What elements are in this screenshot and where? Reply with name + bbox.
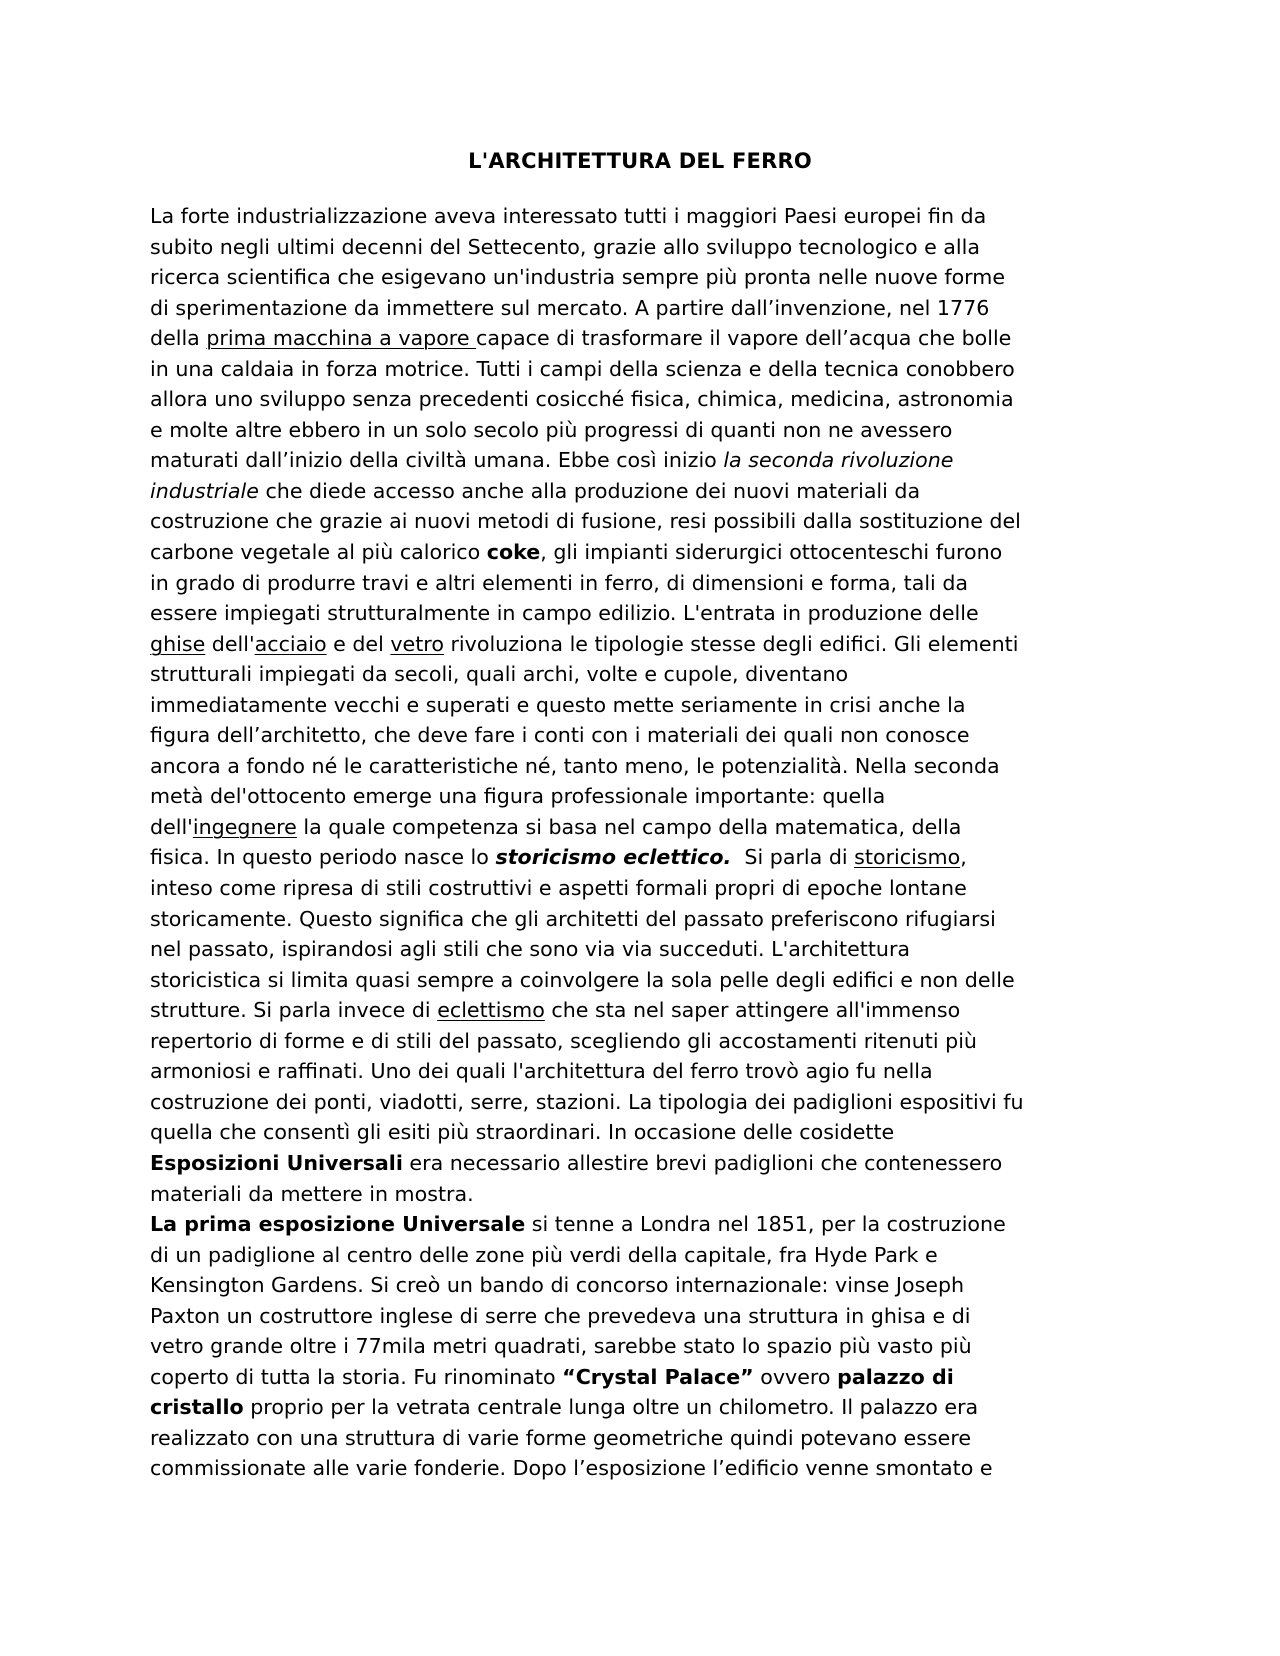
text-run: realizzato con una struttura di varie forme geometriche quindi potevano essere <box>150 1425 972 1450</box>
text-run: vetro grande oltre i 77mila metri quadrati, sarebbe stato lo spazio più vasto più <box>150 1334 972 1359</box>
text-run: armoniosi e raffinati. Uno dei quali l'architettura del ferro trovò agio fu nella <box>150 1059 933 1084</box>
text-run: costruzione dei ponti, viadotti, serre, stazioni. La tipologia dei padiglioni espositivi fu <box>150 1089 1024 1114</box>
text-line <box>150 690 1130 721</box>
text-run: dell' <box>150 814 193 839</box>
page-title: L'ARCHITETTURA DEL FERRO <box>468 149 812 173</box>
text-line <box>150 629 1130 660</box>
text-run: subito negli ultimi decenni del Settecento, grazie allo sviluppo tecnologico e alla <box>150 234 980 259</box>
text-run: carbone vegetale al più calorico <box>150 540 487 565</box>
link-storicismo[interactable]: storicismo <box>854 845 961 870</box>
text-run: che diede accesso anche alla produzione dei nuovi materiali da <box>258 478 921 503</box>
text-line <box>150 232 1130 263</box>
text-run: e molte altre ebbero in un solo secolo più progressi di quanti non ne avessero <box>150 417 953 442</box>
text-run: essere impiegati strutturalmente in campo edilizio. L'entrata in produzione delle <box>150 601 979 626</box>
text-line <box>150 262 1130 293</box>
text-line <box>150 1392 1130 1423</box>
text-line <box>150 1240 1130 1271</box>
text-line <box>150 415 1130 446</box>
bold-text: coke <box>486 540 541 565</box>
text-run: repertorio di forme e di stili del passato, scegliendo gli accostamenti ritenuti più <box>150 1028 977 1053</box>
text-run: ricerca scientifica che esigevano un'industria sempre più pronta nelle nuove forme <box>150 265 1006 290</box>
text-line <box>150 476 1130 507</box>
text-run: commissionate alle varie fonderie. Dopo l’esposizione l’edificio venne smontato e <box>150 1456 993 1481</box>
text-run: Kensington Gardens. Si creò un bando di concorso internazionale: vinse Joseph <box>150 1273 965 1298</box>
text-line <box>150 1179 1130 1210</box>
text-line <box>150 659 1130 690</box>
text-run: storicamente. Questo significa che gli architetti del passato preferiscono rifugiarsi <box>150 906 996 931</box>
text-run: in una caldaia in forza motrice. Tutti i campi della scienza e della tecnica conobbero <box>150 356 1015 381</box>
body-text <box>150 201 1130 1484</box>
bold-text: cristallo <box>150 1395 244 1420</box>
text-line <box>150 995 1130 1026</box>
text-line <box>150 1087 1130 1118</box>
text-line <box>150 1362 1130 1393</box>
link-prima-macchina-a-vapore[interactable]: prima macchina a vapore <box>206 326 477 351</box>
text-run: nel passato, ispirandosi agli stili che sono via via succeduti. L'architettura <box>150 937 911 962</box>
link-vetro[interactable]: vetro <box>390 631 444 656</box>
text-line <box>150 812 1130 843</box>
text-line <box>150 384 1130 415</box>
text-run: in grado di produrre travi e altri elementi in ferro, di dimensioni e forma, tali da <box>150 570 969 595</box>
text-run: della <box>150 326 207 351</box>
text-run: e del <box>326 631 391 656</box>
text-line <box>150 506 1130 537</box>
text-run: materiali da mettere in mostra. <box>150 1181 474 1206</box>
text-line <box>150 568 1130 599</box>
text-line <box>150 873 1130 904</box>
text-line <box>150 1331 1130 1362</box>
text-line <box>150 842 1130 873</box>
text-run: , gli impianti siderurgici ottocenteschi furono <box>540 540 1003 565</box>
text-run: strutturali impiegati da secoli, quali archi, volte e cupole, diventano <box>150 662 849 687</box>
text-line <box>150 1270 1130 1301</box>
text-line <box>150 201 1130 232</box>
text-run: Si parla di <box>731 845 855 870</box>
text-run: di un padiglione al centro delle zone più verdi della capitale, fra Hyde Park e <box>150 1242 938 1267</box>
link-acciaio[interactable]: acciaio <box>254 631 327 656</box>
text-run: Paxton un costruttore inglese di serre che prevedeva una struttura in ghisa e di <box>150 1303 971 1328</box>
text-line <box>150 720 1130 751</box>
text-run: strutture. Si parla invece di <box>150 998 438 1023</box>
text-run: quella che consentì gli esiti più straordinari. In occasione delle cosidette <box>150 1120 895 1145</box>
italic-text: industriale <box>150 478 259 503</box>
text-line <box>150 781 1130 812</box>
text-run: di sperimentazione da immettere sul mercato. A partire dall’invenzione, nel 1776 <box>150 295 990 320</box>
text-line <box>150 1117 1130 1148</box>
link-ingegnere[interactable]: ingegnere <box>192 814 297 839</box>
text-line <box>150 1148 1130 1179</box>
italic-text: la seconda rivoluzione <box>723 448 954 473</box>
link-eclettismo[interactable]: eclettismo <box>437 998 545 1023</box>
text-run: costruzione che grazie ai nuovi metodi di fusione, resi possibili dalla sostituzione del <box>150 509 1021 534</box>
bold-text: “Crystal Palace” <box>562 1364 754 1389</box>
text-line <box>150 445 1130 476</box>
text-run: ancora a fondo né le caratteristiche né, tanto meno, le potenzialità. Nella seconda <box>150 753 1000 778</box>
text-run: allora uno sviluppo senza precedenti cosicché fisica, chimica, medicina, astronomia <box>150 387 1014 412</box>
text-line <box>150 1423 1130 1454</box>
text-run: capace di trasformare il vapore dell’acqua che bolle <box>476 326 1012 351</box>
text-line <box>150 1453 1130 1484</box>
text-run: coperto di tutta la storia. Fu rinominato <box>150 1364 563 1389</box>
text-run: rivoluziona le tipologie stesse degli edifici. Gli elementi <box>443 631 1019 656</box>
text-line <box>150 904 1130 935</box>
bold-text: La prima esposizione Universale <box>150 1212 526 1237</box>
text-run: ovvero <box>753 1364 838 1389</box>
text-line <box>150 1026 1130 1057</box>
text-run: La forte industrializzazione aveva interessato tutti i maggiori Paesi europei fin da <box>150 204 987 228</box>
text-line <box>150 965 1130 996</box>
text-run: era necessario allestire brevi padiglioni che contenessero <box>402 1150 1003 1175</box>
text-run: figura dell’architetto, che deve fare i conti con i materiali dei quali non conosce <box>150 723 970 748</box>
text-run: immediatamente vecchi e superati e questo mette seriamente in crisi anche la <box>150 692 966 717</box>
text-run: che sta nel saper attingere all'immenso <box>544 998 961 1023</box>
text-line <box>150 934 1130 965</box>
text-line <box>150 293 1130 324</box>
text-line <box>150 751 1130 782</box>
text-line <box>150 323 1130 354</box>
text-run: , <box>960 845 967 870</box>
text-run: la quale competenza si basa nel campo della matematica, della <box>296 814 962 839</box>
text-line <box>150 1209 1130 1240</box>
text-run: dell' <box>205 631 255 656</box>
text-run: metà del'ottocento emerge una figura professionale importante: quella <box>150 784 886 809</box>
text-line <box>150 1056 1130 1087</box>
text-run: si tenne a Londra nel 1851, per la costruzione <box>525 1212 1006 1237</box>
text-line <box>150 354 1130 385</box>
bold-text: palazzo di <box>837 1364 954 1389</box>
link-ghise[interactable]: ghise <box>150 631 206 656</box>
text-line <box>150 598 1130 629</box>
text-run: maturati dall’inizio della civiltà umana. Ebbe così inizio <box>150 448 724 473</box>
text-run: fisica. In questo periodo nasce lo <box>150 845 496 870</box>
bold-text: Esposizioni Universali <box>150 1150 403 1175</box>
text-line <box>150 1301 1130 1332</box>
bold-italic-text: storicismo eclettico. <box>495 845 732 870</box>
text-run: storicistica si limita quasi sempre a coinvolgere la sola pelle degli edifici e non delle <box>150 967 1015 992</box>
text-run: proprio per la vetrata centrale lunga oltre un chilometro. Il palazzo era <box>243 1395 979 1420</box>
text-run: inteso come ripresa di stili costruttivi e aspetti formali propri di epoche lontane <box>150 876 967 901</box>
text-line <box>150 537 1130 568</box>
